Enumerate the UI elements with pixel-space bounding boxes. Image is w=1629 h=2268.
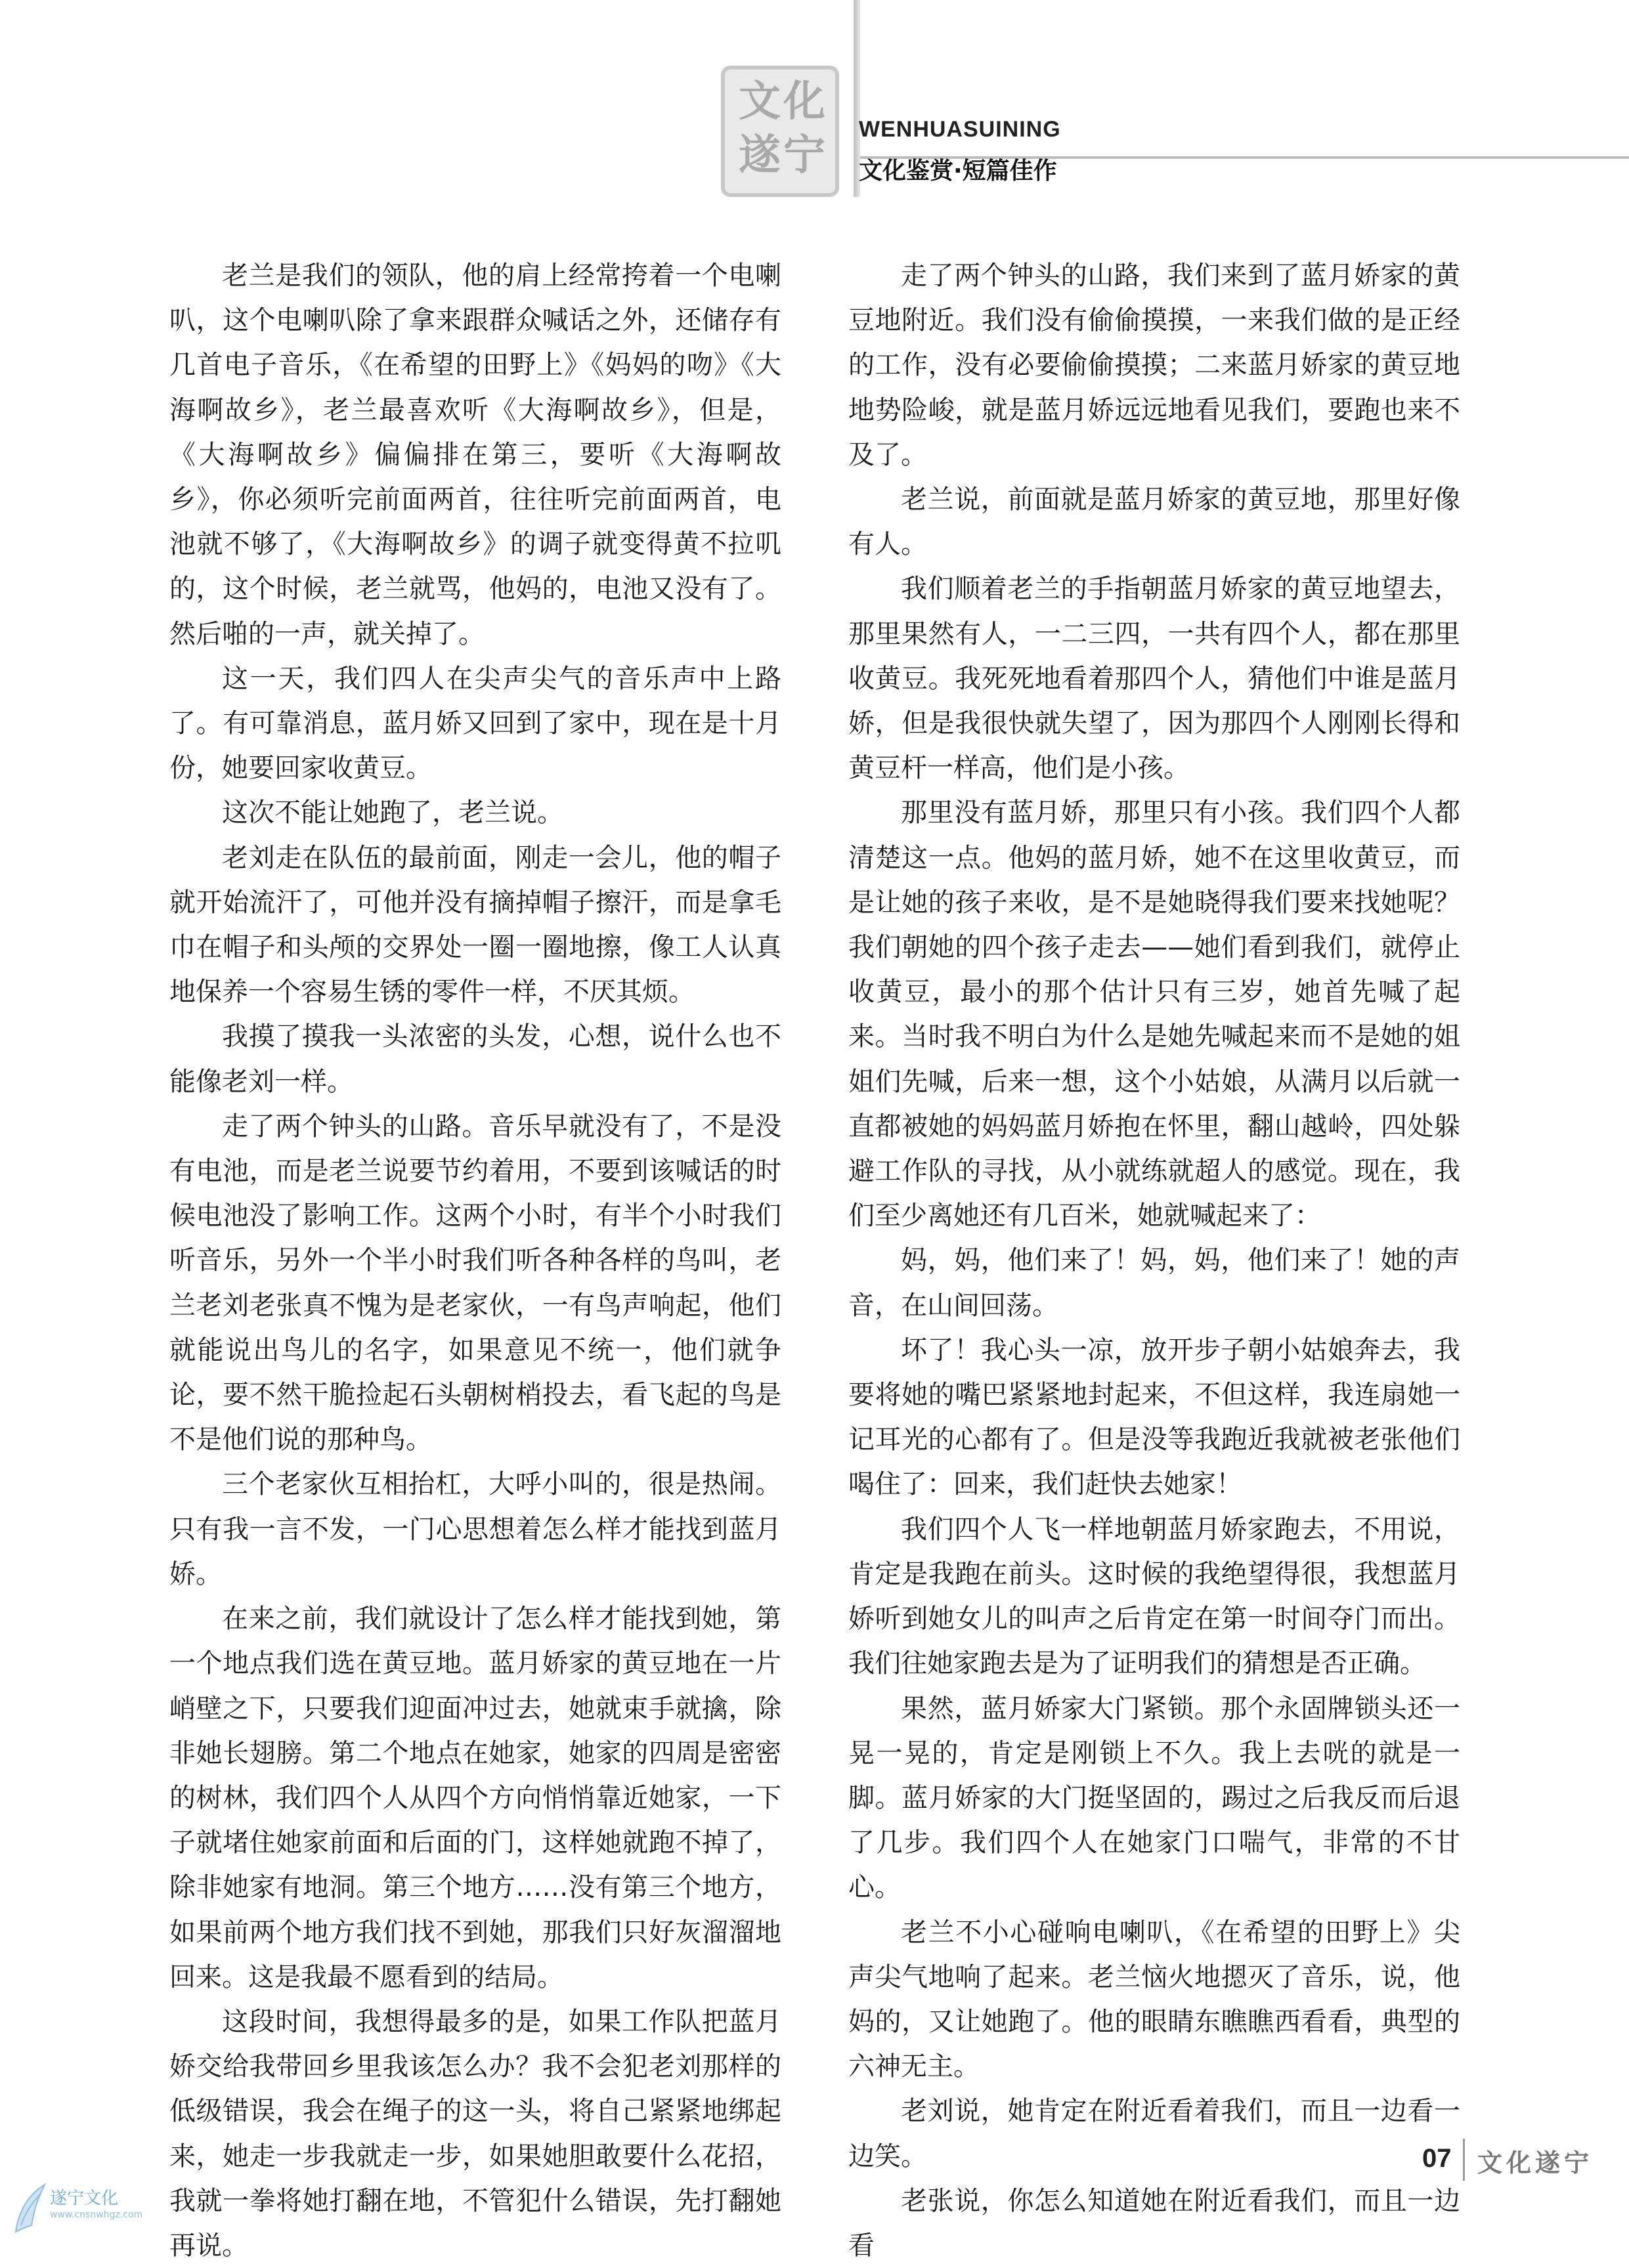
page-number: 07 [1422, 2144, 1452, 2173]
paragraph: 这次不能让她跑了，老兰说。 [222, 798, 563, 828]
footer-divider [1463, 2139, 1465, 2181]
wing-icon [12, 2179, 49, 2238]
logo-seal [721, 66, 839, 197]
seal-char: 化 [783, 77, 825, 126]
paragraph: 走了两个钟头的山路。音乐早就没有了，不是没有电池，而是老兰说要节约着用，不要到该喊话的时候电池没了影响工作。这两个小时，有半个小时我们听音乐，另外一个半小时我们听各种各样的鸟叫，老兰老刘老张真不愧为是老家伙，一有鸟声响起，他们就能说出鸟儿的名字，如果意见不统一，他们就争论，要不然干脆捡起石头朝树梢投去，看飞起的鸟是不是他们说的那种鸟。 [169, 1111, 781, 1455]
paragraph: 我摸了摸我一头浓密的头发，心想，说什么也不能像老刘一样。 [169, 1021, 781, 1097]
watermark-logo [12, 2179, 169, 2248]
paragraph: 那里没有蓝月娇，那里只有小孩。我们四个人都清楚这一点。他妈的蓝月娇，她不在这里收黄豆，而是让她的孩子来收，是不是她晓得我们要来找她呢？我们朝她的四个孩子走去——她们看到我们，就停止收黄豆，最小的那个估计只有三岁，她首先喊了起来。当时我不明白为什么是她先喊起来而不是她的姐姐们先喊，后来一想，这个小姑娘，从满月以后就一直都被她的妈妈蓝月娇抱在怀里，翻山越岭，四处躲避工作队的寻找，从小就练就超人的感觉。现在，我们至少离她还有几百米，她就喊起来了： [848, 798, 1460, 1231]
paragraph: 老兰是我们的领队，他的肩上经常挎着一个电喇叭，这个电喇叭除了拿来跟群众喊话之外，还储存有几首电子音乐，《在希望的田野上》《妈妈的吻》《大海啊故乡》，老兰最喜欢听《大海啊故乡》，但是，《大海啊故乡》偏偏排在第三，要听《大海啊故乡》，你必须听完前面两首，往往听完前面两首，电池就不够了，《大海啊故乡》的调子就变得黄不拉叽的，这个时候，老兰就骂，他妈的，电池又没有了。然后啪的一声，就关掉了。 [169, 261, 781, 649]
paragraph: 在来之前，我们就设计了怎么样才能找到她，第一个地点我们选在黄豆地。蓝月娇家的黄豆地在一片峭壁之下，只要我们迎面冲过去，她就束手就擒，除非她长翅膀。第二个地点在她家，她家的四周是密密的树林，我们四个人从四个方向悄悄靠近她家，一下子就堵住她家前面和后面的门，这样她就跑不掉了，除非她家有地洞。第三个地方……没有第三个地方，如果前两个地方我们找不到她，那我们只好灰溜溜地回来。这是我最不愿看到的结局。 [169, 1604, 781, 1992]
magazine-name-en: WENHUASUINING [859, 117, 1061, 142]
section-title: 文化鉴赏·短篇佳作 [859, 158, 1057, 184]
left-column [169, 253, 781, 2268]
paragraph: 老兰说，前面就是蓝月娇家的黄豆地，那里好像有人。 [848, 484, 1460, 560]
paragraph: 老刘走在队伍的最前面，刚走一会儿，他的帽子就开始流汗了，可他并没有摘掉帽子擦汗，而是拿毛巾在帽子和头颅的交界处一圈一圈地擦，像工人认真地保养一个容易生锈的零件一样，不厌其烦。 [169, 842, 781, 1008]
paragraph: 坏了！我心头一凉，放开步子朝小姑娘奔去，我要将她的嘴巴紧紧地封起来，不但这样，我连扇她一记耳光的心都有了。但是没等我跑近我就被老张他们喝住了：回来，我们赶快去她家！ [848, 1335, 1460, 1500]
seal-char: 宁 [783, 131, 825, 180]
seal-char: 文 [739, 77, 781, 126]
footer-brand: 文化遂宁 [1477, 2148, 1594, 2177]
watermark-text: 遂宁文化 [50, 2189, 119, 2208]
paragraph: 妈，妈，他们来了！妈，妈，他们来了！她的声音，在山间回荡。 [848, 1245, 1460, 1321]
seal-char: 遂 [739, 131, 781, 180]
paragraph: 老张说，你怎么知道她在附近看我们，而且一边看 [848, 2185, 1460, 2261]
paragraph: 这段时间，我想得最多的是，如果工作队把蓝月娇交给我带回乡里我该怎么办？我不会犯老刘那样的低级错误，我会在绳子的这一头，将自己紧紧地绑起来，她走一步我就走一步，如果她胆敢要什么花招，我就一拳将她打翻在地，不管犯什么错误，先打翻她再说。 [169, 2006, 781, 2261]
paragraph: 我们四个人飞一样地朝蓝月娇家跑去，不用说，肯定是我跑在前头。这时候的我绝望得很，我想蓝月娇听到她女儿的叫声之后肯定在第一时间夺门而出。我们往她家跑去是为了证明我们的猜想是否正确。 [848, 1514, 1460, 1679]
paragraph: 这一天，我们四人在尖声尖气的音乐声中上路了。有可靠消息，蓝月娇又回到了家中，现在是十月份，她要回家收黄豆。 [169, 663, 781, 784]
watermark-url: www.cnsnwhgz.com [50, 2210, 143, 2220]
paragraph: 走了两个钟头的山路，我们来到了蓝月娇家的黄豆地附近。我们没有偷偷摸摸，一来我们做的是正经的工作，没有必要偷偷摸摸；二来蓝月娇家的黄豆地地势险峻，就是蓝月娇远远地看见我们，要跑也来不及了。 [848, 261, 1460, 470]
right-column [848, 253, 1460, 2268]
paragraph: 老刘说，她肯定在附近看着我们，而且一边看一边笑。 [848, 2096, 1460, 2172]
paragraph: 老兰不小心碰响电喇叭，《在希望的田野上》尖声尖气地响了起来。老兰恼火地摁灭了音乐，说，他妈的，又让她跑了。他的眼睛东瞧瞧西看看，典型的六神无主。 [848, 1917, 1460, 2082]
paragraph: 果然，蓝月娇家大门紧锁。那个永固牌锁头还一晃一晃的，肯定是刚锁上不久。我上去咣的就是一脚。蓝月娇家的大门挺坚固的，踢过之后我反而后退了几步。我们四个人在她家门口喘气，非常的不甘心。 [848, 1693, 1460, 1903]
paragraph: 我们顺着老兰的手指朝蓝月娇家的黄豆地望去，那里果然有人，一二三四，一共有四个人，都在那里收黄豆。我死死地看着那四个人，猜他们中谁是蓝月娇，但是我很快就失望了，因为那四个人刚刚长得和黄豆杆一样高，他们是小孩。 [848, 574, 1460, 784]
paragraph: 三个老家伙互相抬杠，大呼小叫的，很是热闹。只有我一言不发，一门心思想着怎么样才能找到蓝月娇。 [169, 1469, 781, 1589]
